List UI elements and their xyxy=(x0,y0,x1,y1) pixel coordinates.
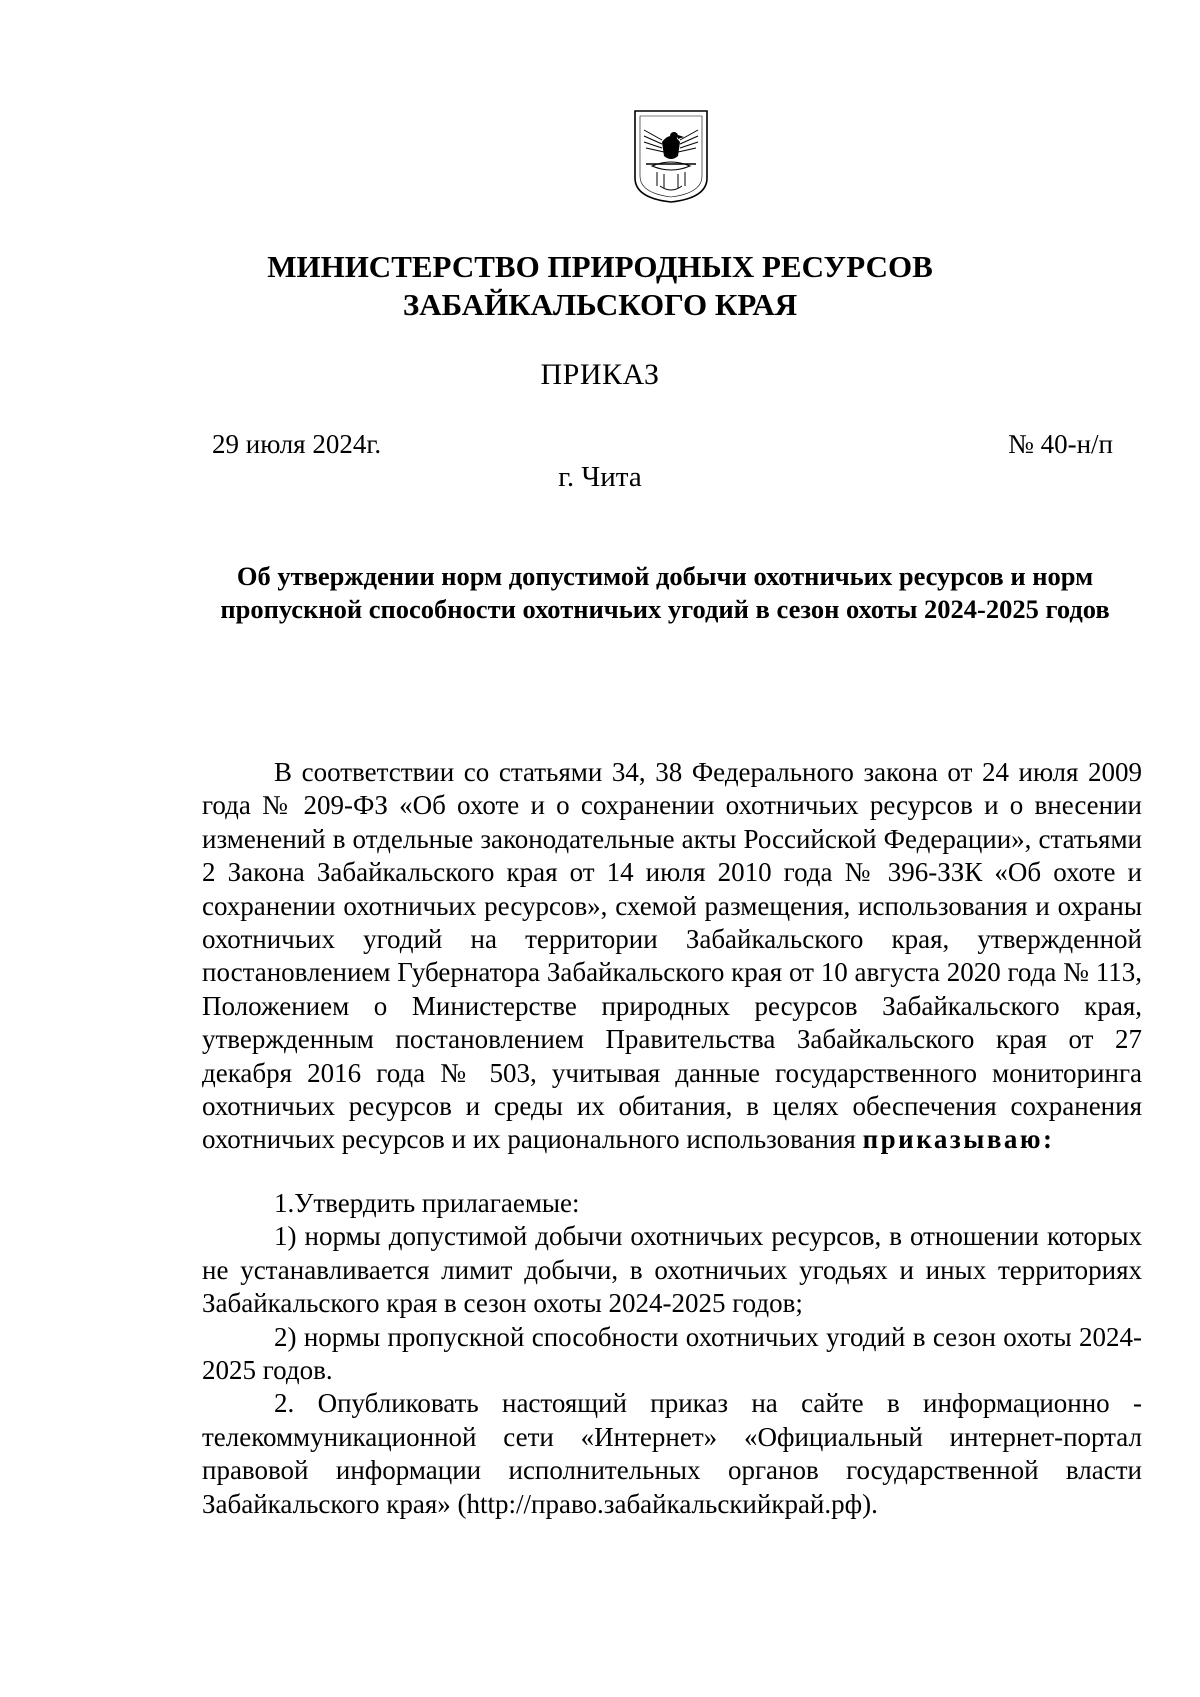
item-1: 1.Утвердить прилагаемые: xyxy=(274,1187,580,1218)
preamble-paragraph xyxy=(202,756,1142,1157)
ministry-name-line2: ЗАБАЙКАЛЬСКОГО КРАЯ xyxy=(402,287,798,322)
order-word: приказываю: xyxy=(862,1124,1055,1155)
document-number: № 40-н/п xyxy=(1008,429,1113,459)
ministry-name xyxy=(0,248,1200,324)
document-type: ПРИКАЗ xyxy=(540,358,660,391)
document-date: 29 июля 2024г. xyxy=(212,429,382,459)
document-title: Об утверждении норм допустимой добычи охотничьих ресурсов и норм пропускной способности охотничьих угодий в сезон охоты 2024-2025 годов xyxy=(220,561,1110,624)
ministry-name-line1: МИНИСТЕРСТВО ПРИРОДНЫХ РЕСУРСОВ xyxy=(267,249,933,284)
item-1-1: 1) нормы допустимой добычи охотничьих ресурсов, в отношении которых не устанавливается лимит добычи, в охотничьих угодьях и иных территориях Забайкальского края в сезон охоты 2024-2025 годов; xyxy=(202,1221,1142,1319)
preamble-text: В соответствии со статьями 34, 38 Федерального закона от 24 июля 2009 года № 209-ФЗ «Об охоте и о сохранении охотничьих ресурсов и о внесении изменений в отдельные законодательные акты Российской Федерации», статьями 2 Закона Забайкальского края от 14 июля 2010 года № 396-ЗЗК «Об охоте и сохранении охотничьих ресурсов», схемой размещения, использования и охраны охотничьих угодий на территории Забайкальского края, утвержденной постановлением Губернатора Забайкальского края от 10 августа 2020 года № 113, Положением о Министерстве природных ресурсов Забайкальского края, утвержденным постановлением Правительства Забайкальского края от 27 декабря 2016 года № 503, учитывая данные государственного мониторинга охотничьих ресурсов и среды их обитания, в целях обеспечения сохранения охотничьих ресурсов и их рационального использования xyxy=(202,757,1142,1155)
document-city: г. Чита xyxy=(558,461,642,493)
item-1-2: 2) нормы пропускной способности охотничьих угодий в сезон охоты 2024-2025 годов. xyxy=(202,1321,1142,1385)
item-2: 2. Опубликовать настоящий приказ на сайте в информационно - телекоммуникационной сети «Интернет» «Официальный интернет-портал правовой информации исполнительных органов государственной власти Забайкальского края» (http://право.забайкальскийкрай.рф). xyxy=(202,1388,1142,1519)
coat-of-arms-emblem xyxy=(632,108,710,204)
document-body xyxy=(202,756,1142,1521)
